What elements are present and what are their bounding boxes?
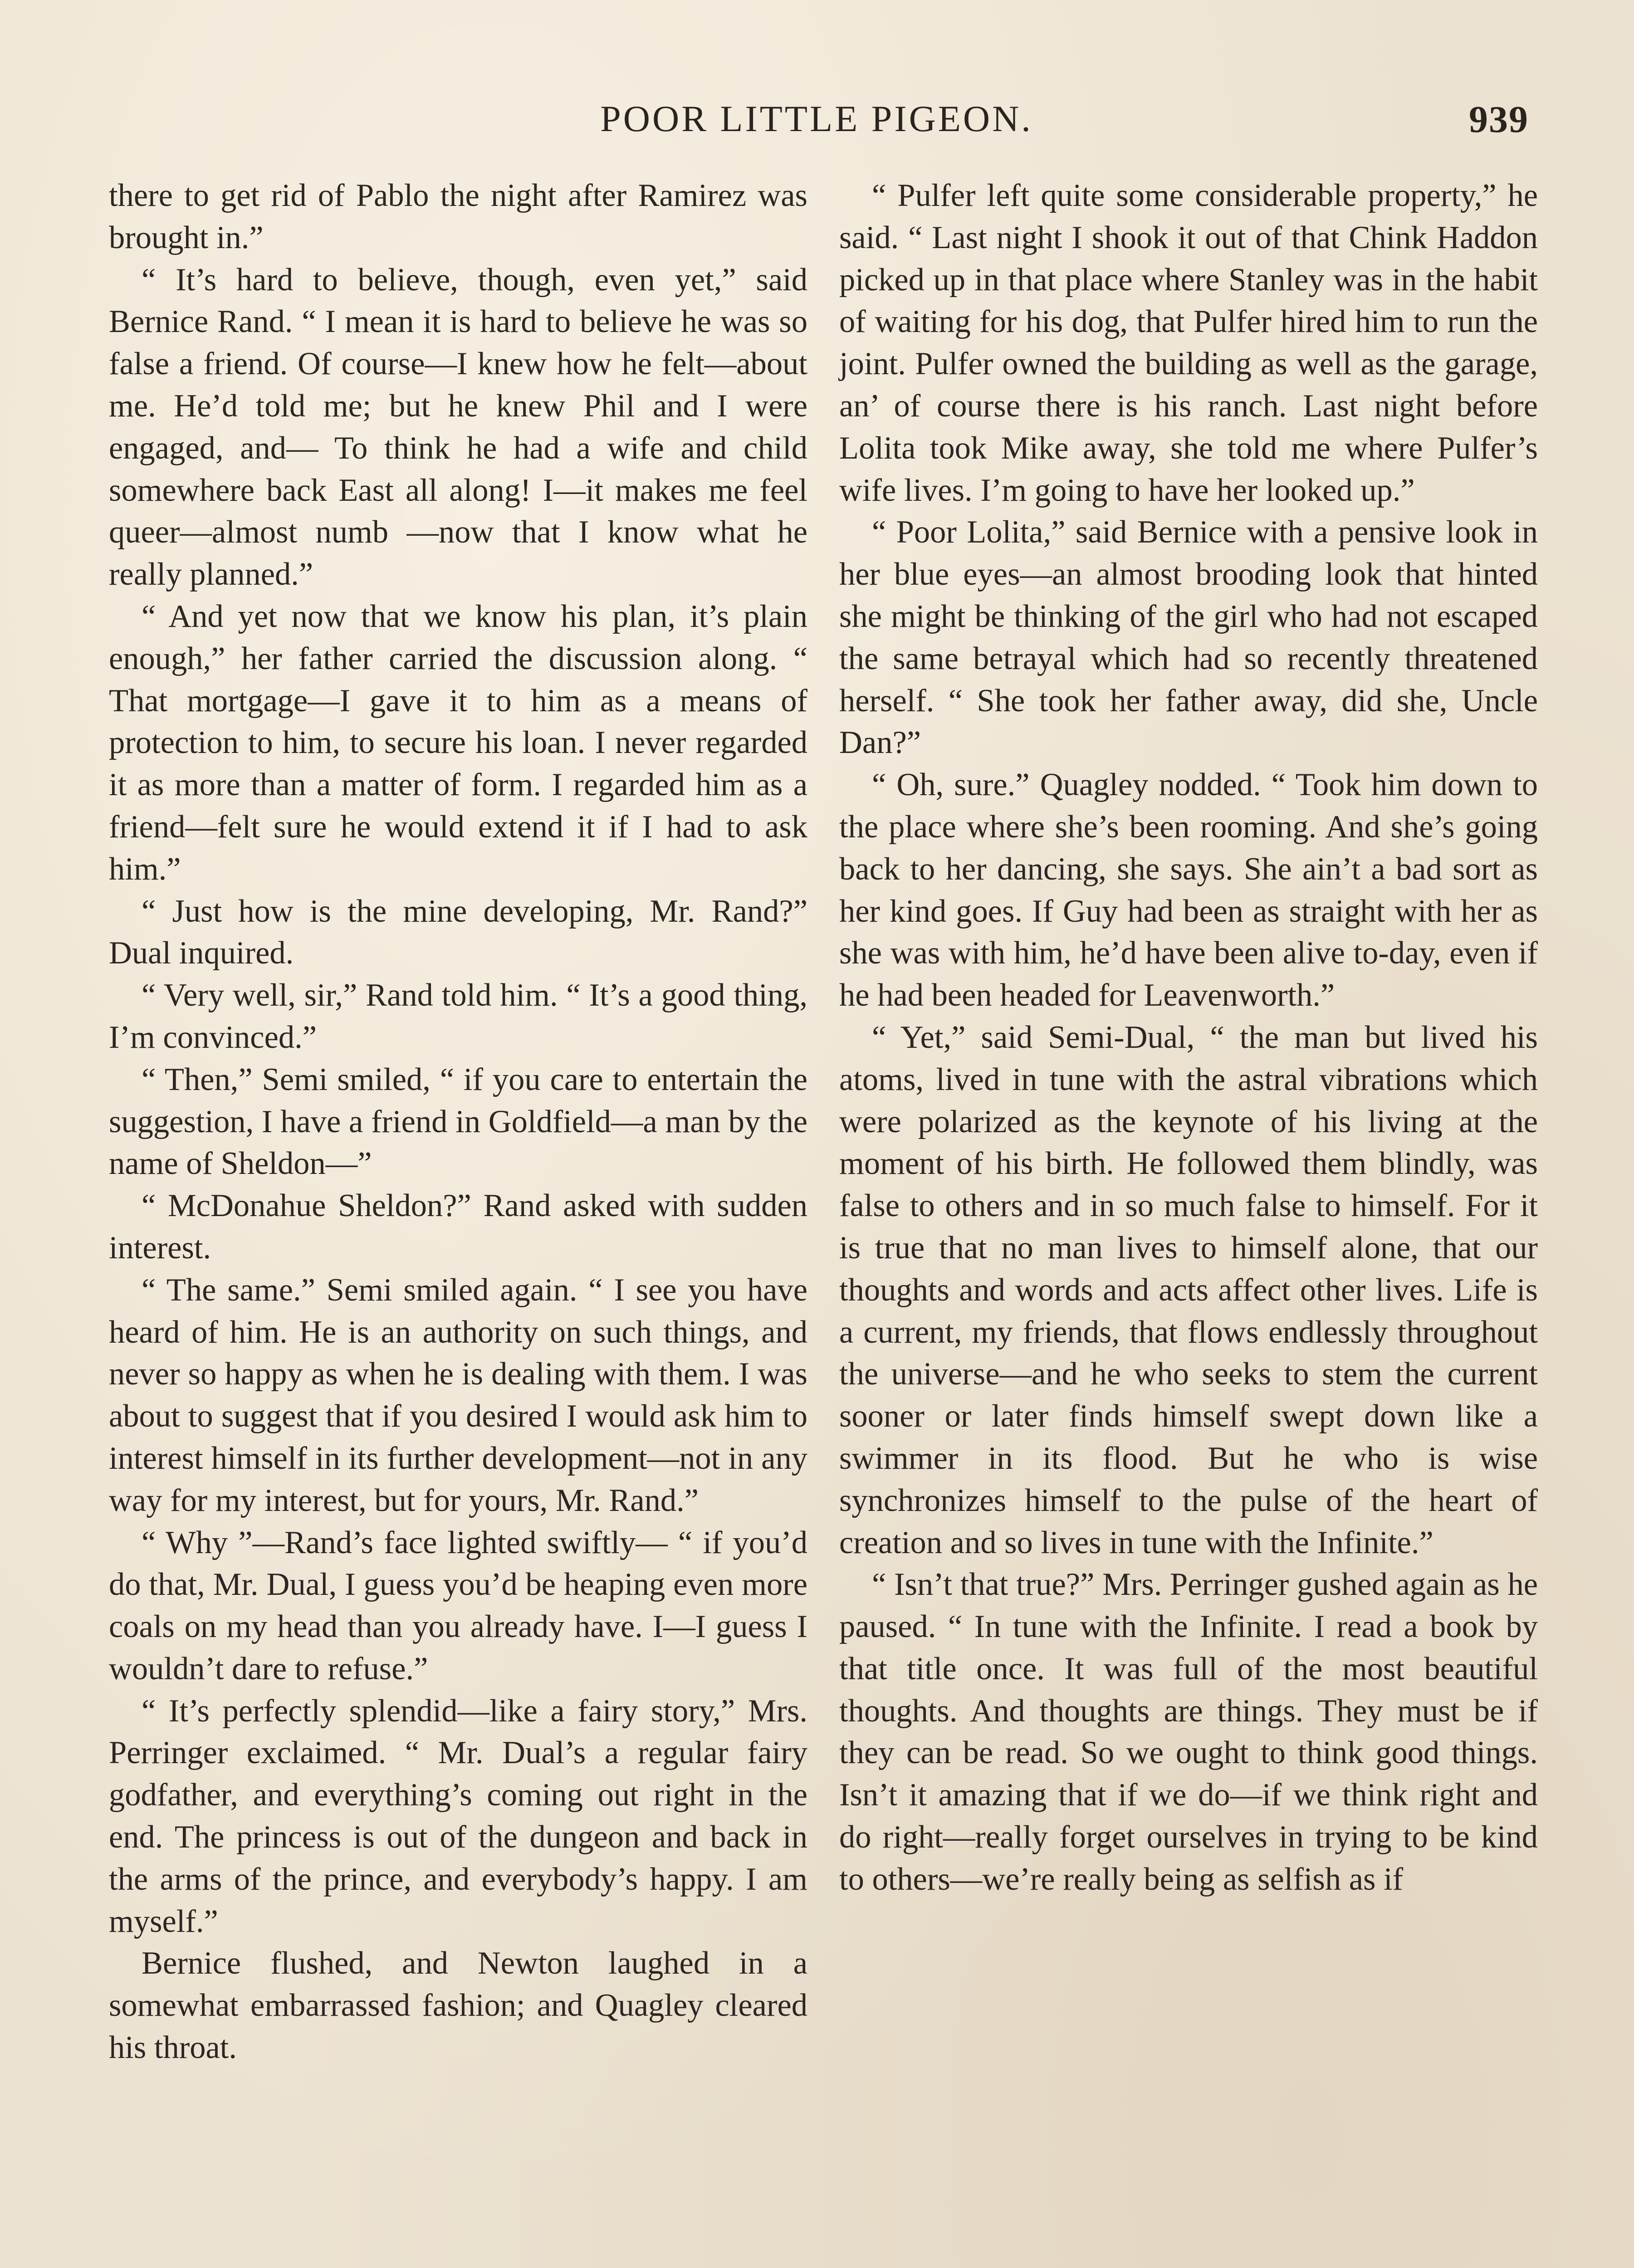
paragraph: “ Poor Lolita,” said Bernice with a pensive look in her blue eyes—an almost brooding look that hinted she might be thinking of the girl who had not escaped the same betrayal which had so recently threatened herself. “ She took her father away, did she, Uncle Dan?” bbox=[839, 514, 1538, 761]
paragraph: “ Pulfer left quite some considerable property,” he said. “ Last night I shook it out of that Chink Haddon picked up in that place where Stanley was in the habit of waiting for his dog, that Pulfer hired him to run the joint. Pulfer owned the building as well as the garage, an’ of course there is his ranch. Last night before Lolita took Mike away, she told me where Pulfer’s wife lives. I’m going to have her looked up.” bbox=[839, 178, 1538, 508]
paragraph: “ Oh, sure.” Quagley nodded. “ Took him down to the place where she’s been rooming. And she’s going back to her dancing, she says. She ain’t a bad sort as her kind goes. If Guy had been as straight with her as she was with him, he’d have been alive to-day, even if he had been headed for Leavenworth.” bbox=[839, 767, 1538, 1013]
paragraph: there to get rid of Pablo the night after Ramirez was brought in.” bbox=[109, 178, 807, 255]
left-text-column bbox=[109, 175, 807, 2069]
paragraph: Bernice flushed, and Newton laughed in a somewhat embarrassed fashion; and Quagley cleared his throat. bbox=[109, 1945, 807, 2066]
right-text-column bbox=[839, 175, 1538, 1901]
paragraph: “ It’s perfectly splendid—like a fairy story,” Mrs. Perringer exclaimed. “ Mr. Dual’s a regular fairy godfather, and everything’s coming out right in the end. The princess is out of the dungeon and back in the arms of the prince, and everybody’s happy. I am myself.” bbox=[109, 1693, 807, 1939]
paragraph: “ Very well, sir,” Rand told him. “ It’s a good thing, I’m convinced.” bbox=[109, 978, 807, 1055]
running-title: POOR LITTLE PIGEON. bbox=[600, 98, 1033, 139]
page-number: 939 bbox=[1469, 98, 1529, 141]
paragraph: “ Then,” Semi smiled, “ if you care to entertain the suggestion, I have a friend in Goldfield—a man by the name of Sheldon—” bbox=[109, 1061, 807, 1182]
paragraph: “ Isn’t that true?” Mrs. Perringer gushed again as he paused. “ In tune with the Infinite. I read a book by that title once. It was full of the most beautiful thoughts. And thoughts are things. They must be if they can be read. So we ought to think good things. Isn’t it amazing that if we do—if we think right and do right—really forget ourselves in trying to be kind to others—we’re really being as selfish as if bbox=[839, 1567, 1538, 1897]
paragraph: “ It’s hard to believe, though, even yet,” said Bernice Rand. “ I mean it is hard to believe he was so false a friend. Of course—I knew how he felt—about me. He’d told me; but he knew Phil and I were engaged, and— To think he had a wife and child somewhere back East all along! I—it makes me feel queer—almost numb —now that I know what he really planned.” bbox=[109, 262, 807, 592]
paragraph: “ Yet,” said Semi-Dual, “ the man but lived his atoms, lived in tune with the astral vibrations which were polarized as the keynote of his living at the moment of his birth. He followed them blindly, was false to others and in so much false to himself. For it is true that no man lives to himself alone, that our thoughts and words and acts affect other lives. Life is a current, my friends, that flows endlessly throughout the universe—and he who seeks to stem the current sooner or later finds himself swept down like a swimmer in its flood. But he who is wise synchronizes himself to the pulse of the heart of creation and so lives in tune with the Infinite.” bbox=[839, 1019, 1538, 1560]
paragraph: “ Just how is the mine developing, Mr. Rand?” Dual inquired. bbox=[109, 893, 807, 971]
paragraph: “ Why ”—Rand’s face lighted swiftly— “ if you’d do that, Mr. Dual, I guess you’d be heaping even more coals on my head than you already have. I—I guess I wouldn’t dare to refuse.” bbox=[109, 1525, 807, 1686]
page-header bbox=[104, 98, 1529, 147]
paragraph: “ McDonahue Sheldon?” Rand asked with sudden interest. bbox=[109, 1188, 807, 1266]
paragraph: “ And yet now that we know his plan, it’s plain enough,” her father carried the discussion along. “ That mortgage—I gave it to him as a means of protection to him, to secure his loan. I never regarded it as more than a matter of form. I regarded him as a friend—felt sure he would extend it if I had to ask him.” bbox=[109, 598, 807, 887]
paragraph: “ The same.” Semi smiled again. “ I see you have heard of him. He is an authority on such things, and never so happy as when he is dealing with them. I was about to suggest that if you desired I would ask him to interest himself in its further development—not in any way for my interest, but for yours, Mr. Rand.” bbox=[109, 1272, 807, 1518]
